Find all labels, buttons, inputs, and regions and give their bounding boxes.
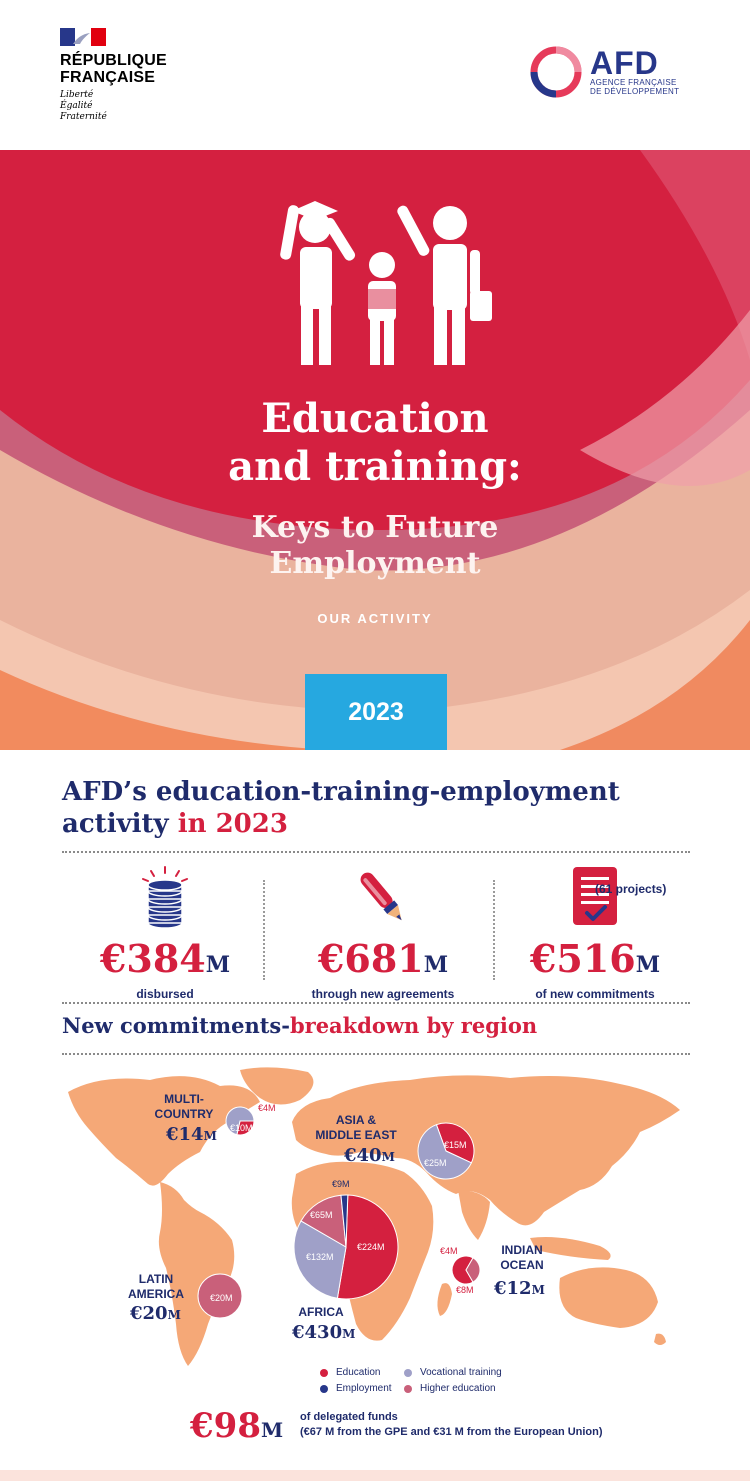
region-name-line2: COUNTRY bbox=[154, 1107, 214, 1121]
slice-label: €20M bbox=[210, 1293, 233, 1303]
region-unit: M bbox=[167, 1308, 181, 1322]
legend-dot bbox=[320, 1369, 328, 1377]
activity-title-highlight: in 2023 bbox=[177, 809, 288, 839]
activity-section-title bbox=[62, 776, 722, 840]
legend-label: Employment bbox=[336, 1383, 392, 1394]
delegated-funds-label-line2: (€67 M from the GPE and €31 M from the European Union) bbox=[300, 1426, 603, 1438]
divider bbox=[62, 1053, 690, 1055]
graduates-pictogram-icon bbox=[270, 195, 500, 370]
region-amount: €12 bbox=[494, 1278, 532, 1299]
region-value-africa bbox=[292, 1322, 355, 1343]
delegated-funds-label bbox=[300, 1410, 603, 1440]
region-title-highlight: breakdown by region bbox=[289, 1013, 538, 1038]
stat-disbursed bbox=[60, 865, 270, 1001]
region-name-line1: AFRICA bbox=[298, 1305, 344, 1319]
legend-label: Higher education bbox=[420, 1383, 496, 1394]
region-unit: M bbox=[203, 1129, 217, 1143]
slice-label: €25M bbox=[424, 1158, 447, 1168]
afd-full-name-line2: DE DÉVELOPPEMENT bbox=[590, 87, 680, 96]
legend-item-education bbox=[320, 1367, 380, 1378]
slice-label: €4M bbox=[258, 1103, 276, 1113]
region-name-line2: AMERICA bbox=[128, 1287, 184, 1301]
region-value-indian-ocean bbox=[494, 1278, 545, 1299]
hero-banner bbox=[0, 150, 750, 750]
legend-label: Vocational training bbox=[420, 1367, 502, 1378]
legend-item-employment bbox=[320, 1383, 392, 1394]
afd-full-name bbox=[590, 78, 679, 96]
region-unit: M bbox=[342, 1327, 356, 1341]
hero-subtitle-line1: Keys to Future bbox=[251, 510, 499, 545]
page-header bbox=[0, 0, 750, 150]
region-value-latin-america bbox=[130, 1303, 181, 1324]
delegated-funds-amount: €98 bbox=[190, 1406, 261, 1446]
republic-motto bbox=[60, 90, 167, 123]
divider bbox=[62, 1002, 690, 1004]
region-label-africa bbox=[286, 1305, 356, 1320]
stat-disbursed-unit: M bbox=[205, 952, 231, 978]
activity-title-main: AFD’s education-training-employment activity bbox=[62, 777, 620, 839]
region-name-line1: MULTI- bbox=[164, 1092, 204, 1106]
slice-label: €224M bbox=[357, 1242, 385, 1252]
marianne-flag-icon bbox=[60, 28, 106, 46]
region-amount: €40 bbox=[344, 1145, 382, 1166]
stat-commitments-value bbox=[490, 936, 700, 985]
region-unit: M bbox=[381, 1150, 395, 1164]
hero-title-line1: Education bbox=[261, 395, 489, 442]
region-title-main: New commitments- bbox=[62, 1013, 290, 1038]
region-value-multi-country bbox=[166, 1124, 217, 1145]
region-name-line2: OCEAN bbox=[500, 1258, 544, 1272]
slice-label: €8M bbox=[456, 1285, 474, 1295]
stat-agreements-unit: M bbox=[423, 952, 449, 978]
delegated-funds-unit: M bbox=[260, 1418, 284, 1442]
slice-label: €132M bbox=[306, 1252, 334, 1262]
afd-ring-icon bbox=[528, 44, 584, 100]
stat-agreements-value bbox=[278, 936, 488, 985]
hero-kicker: OUR ACTIVITY bbox=[317, 611, 433, 626]
region-section-title bbox=[62, 1013, 537, 1038]
region-value-asia bbox=[344, 1145, 395, 1166]
pen-icon bbox=[350, 865, 416, 931]
legend-dot bbox=[320, 1385, 328, 1393]
year-badge: 2023 bbox=[305, 674, 447, 750]
legend-dot bbox=[404, 1385, 412, 1393]
legend-item-higher bbox=[404, 1383, 496, 1394]
slice-label: €9M bbox=[332, 1179, 350, 1189]
divider bbox=[62, 851, 690, 853]
region-label-multi-country bbox=[148, 1092, 220, 1122]
stat-disbursed-value bbox=[60, 936, 270, 985]
region-name-line2: MIDDLE EAST bbox=[315, 1128, 397, 1142]
slice-label: €65M bbox=[310, 1210, 333, 1220]
stat-commitments-label: of new commitments bbox=[535, 987, 655, 1001]
document-icon bbox=[565, 865, 625, 931]
slice-label: €4M bbox=[440, 1246, 458, 1256]
legend-label: Education bbox=[336, 1367, 381, 1378]
afd-full-name-line1: AGENCE FRANÇAISE bbox=[590, 78, 677, 87]
region-label-asia bbox=[300, 1113, 412, 1143]
region-unit: M bbox=[531, 1283, 545, 1297]
region-name-line1: LATIN bbox=[138, 1272, 174, 1286]
afd-abbreviation: AFD bbox=[590, 45, 659, 81]
afd-logo bbox=[528, 44, 679, 100]
slice-label: €10M bbox=[230, 1123, 253, 1133]
stat-commitments-unit: M bbox=[635, 952, 661, 978]
region-amount: €430 bbox=[292, 1322, 343, 1343]
stat-agreements-amount: €681 bbox=[317, 936, 424, 981]
region-amount: €20 bbox=[130, 1303, 168, 1324]
region-name-line1: ASIA & bbox=[335, 1113, 377, 1127]
stat-disbursed-label: disbursed bbox=[136, 987, 194, 1001]
stat-disbursed-amount: €384 bbox=[99, 936, 206, 981]
projects-count-note: (61 projects) bbox=[595, 882, 667, 896]
stat-commitments-amount: €516 bbox=[529, 936, 636, 981]
republique-francaise-logo bbox=[60, 28, 167, 123]
legend-dot bbox=[404, 1369, 412, 1377]
republic-name-line2: FRANÇAISE bbox=[60, 69, 156, 86]
region-name-line1: INDIAN bbox=[501, 1243, 543, 1257]
hero-title bbox=[0, 395, 750, 491]
stat-agreements-label: through new agreements bbox=[311, 987, 455, 1001]
slice-label: €15M bbox=[444, 1140, 467, 1150]
region-label-indian-ocean bbox=[490, 1243, 554, 1273]
motto-line2: Égalité bbox=[60, 101, 93, 111]
legend-item-vocational bbox=[404, 1367, 502, 1378]
region-label-latin-america bbox=[120, 1272, 192, 1302]
stat-separator bbox=[263, 880, 265, 980]
hero-subtitle-line2: Employment bbox=[269, 546, 481, 581]
republic-name-line1: RÉPUBLIQUE bbox=[60, 52, 167, 69]
afd-wordmark bbox=[590, 45, 680, 96]
stat-agreements bbox=[278, 865, 488, 1001]
hero-subtitle bbox=[0, 510, 750, 582]
region-amount: €14 bbox=[166, 1124, 204, 1145]
hero-title-line2: and training: bbox=[228, 443, 522, 490]
motto-line1: Liberté bbox=[60, 90, 94, 100]
footer-strip bbox=[0, 1470, 750, 1481]
republic-name bbox=[60, 52, 167, 86]
delegated-funds-label-line1: of delegated funds bbox=[300, 1411, 398, 1423]
coin-stack-icon bbox=[135, 865, 195, 931]
motto-line3: Fraternité bbox=[60, 112, 107, 122]
delegated-funds-value bbox=[190, 1406, 283, 1446]
